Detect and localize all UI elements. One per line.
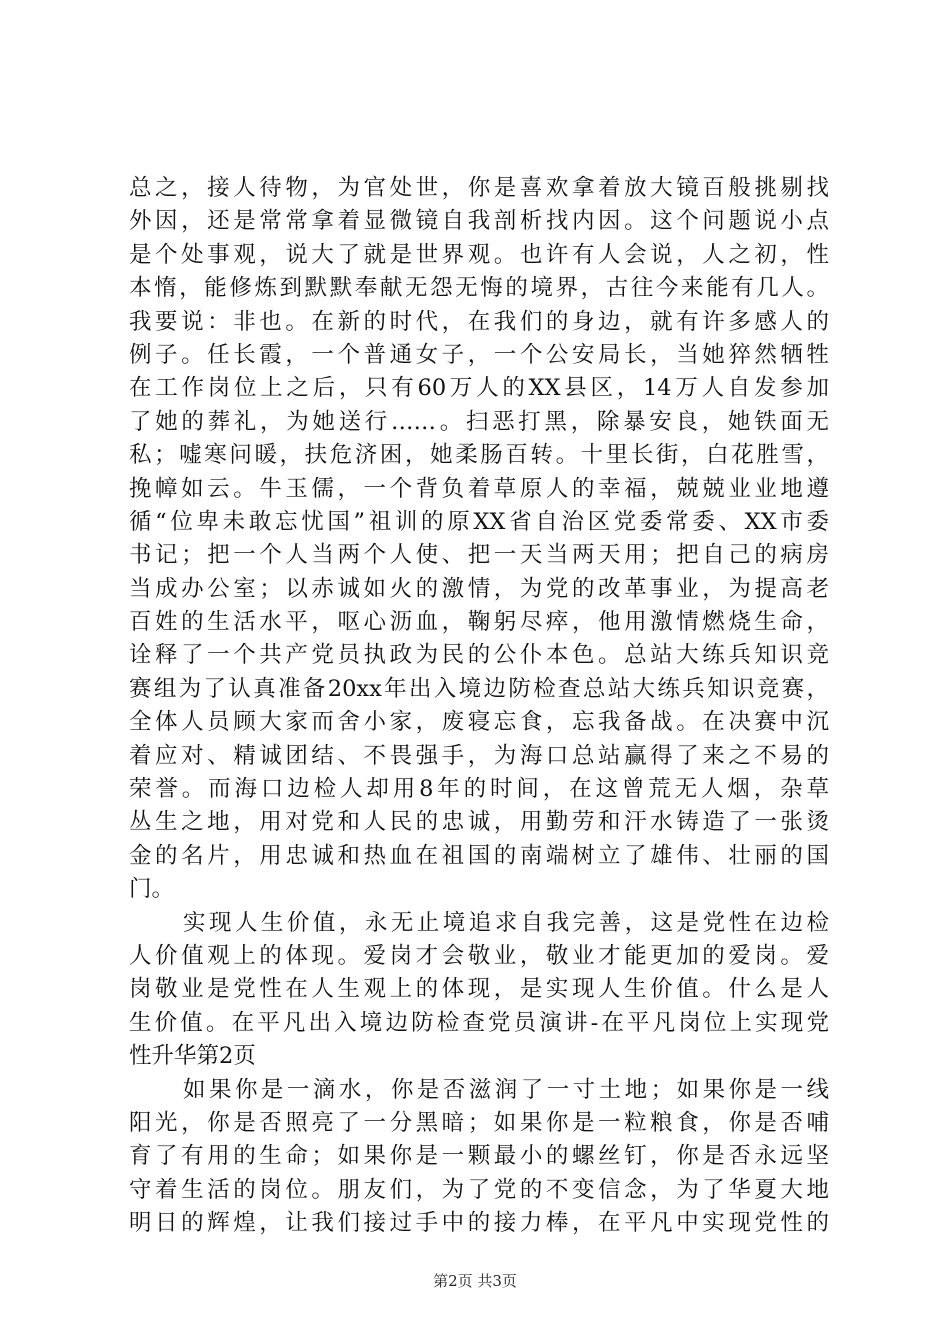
text-line: 书记；把一个人当两个人使、把一天当两天用；把自己的病房 bbox=[129, 542, 829, 569]
text-line: 育了有用的生命；如果你是一颗最小的螺丝钉，你是否永远坚 bbox=[129, 1143, 829, 1170]
text-line: 私；嘘寒问暖，扶危济困，她柔肠百转。十里长街，白花胜雪， bbox=[129, 442, 829, 469]
text-line: 门。 bbox=[129, 876, 175, 903]
text-line: 明日的辉煌，让我们接过手中的接力棒，在平凡中实现党性的 bbox=[129, 1210, 829, 1237]
text-line: 生价值。在平凡出入境边防检查党员演讲-在平凡岗位上实现党 bbox=[129, 1009, 829, 1036]
text-line: 在工作岗位上之后，只有60万人的XX县区，14万人自发参加 bbox=[129, 375, 829, 402]
text-line: 循“位卑未敢忘忧国”祖训的原XX省自治区党委常委、XX市委 bbox=[129, 508, 829, 535]
text-line: 丛生之地，用对党和人民的忠诚，用勤劳和汗水铸造了一张烫 bbox=[129, 809, 829, 836]
text-line: 例子。任长霞，一个普通女子，一个公安局长，当她猝然牺牲 bbox=[129, 341, 829, 368]
text-line: 赛组为了认真准备20xx年出入境边防检查总站大练兵知识竞赛， bbox=[129, 675, 829, 702]
text-line: 金的名片，用忠诚和热血在祖国的南端树立了雄伟、壮丽的国 bbox=[129, 842, 829, 869]
document-body bbox=[129, 172, 829, 1241]
text-line: 诠释了一个共产党员执政为民的公仆本色。总站大练兵知识竞 bbox=[129, 642, 829, 669]
text-line: 百姓的生活水平，呕心沥血，鞠躬尽瘁，他用激情燃烧生命， bbox=[129, 609, 829, 636]
text-line: 当成办公室；以赤诚如火的激情，为党的改革事业，为提高老 bbox=[129, 575, 829, 602]
paragraph-3 bbox=[129, 1074, 829, 1241]
text-line: 了她的葬礼，为她送行……。扫恶打黑，除暴安良，她铁面无 bbox=[129, 408, 829, 435]
text-line: 阳光，你是否照亮了一分黑暗；如果你是一粒粮食，你是否哺 bbox=[129, 1109, 829, 1136]
text-line: 守着生活的岗位。朋友们，为了党的不变信念，为了华夏大地 bbox=[129, 1176, 829, 1203]
text-line: 外因，还是常常拿着显微镜自我剖析找内因。这个问题说小点 bbox=[129, 208, 829, 235]
text-line: 我要说：非也。在新的时代，在我们的身边，就有许多感人的 bbox=[129, 308, 829, 335]
text-line: 实现人生价值，永无止境追求自我完善，这是党性在边检 bbox=[183, 909, 829, 936]
text-line: 挽幛如云。牛玉儒，一个背负着草原人的幸福，兢兢业业地遵 bbox=[129, 475, 829, 502]
text-line: 如果你是一滴水，你是否滋润了一寸土地；如果你是一线 bbox=[183, 1076, 829, 1103]
paragraph-2 bbox=[129, 907, 829, 1074]
text-line: 性升华第2页 bbox=[129, 1043, 256, 1070]
text-line: 荣誉。而海口边检人却用8年的时间，在这曾荒无人烟，杂草 bbox=[129, 776, 829, 803]
text-line: 岗敬业是党性在人生观上的体现，是实现人生价值。什么是人 bbox=[129, 976, 829, 1003]
page-footer bbox=[0, 1270, 950, 1291]
page-number-label: 第2页 共3页 bbox=[433, 1272, 517, 1290]
text-line: 着应对、精诚团结、不畏强手，为海口总站赢得了来之不易的 bbox=[129, 742, 829, 769]
text-line: 本惰，能修炼到默默奉献无怨无悔的境界，古往今来能有几人。 bbox=[129, 275, 829, 302]
text-line: 总之，接人待物，为官处世，你是喜欢拿着放大镜百般挑剔找 bbox=[129, 175, 829, 201]
paragraph-1 bbox=[129, 172, 829, 907]
text-line: 是个处事观，说大了就是世界观。也许有人会说，人之初，性 bbox=[129, 241, 829, 268]
text-line: 全体人员顾大家而舍小家，废寝忘食，忘我备战。在决赛中沉 bbox=[129, 709, 829, 736]
text-line: 人价值观上的体现。爱岗才会敬业，敬业才能更加的爱岗。爱 bbox=[129, 942, 829, 969]
